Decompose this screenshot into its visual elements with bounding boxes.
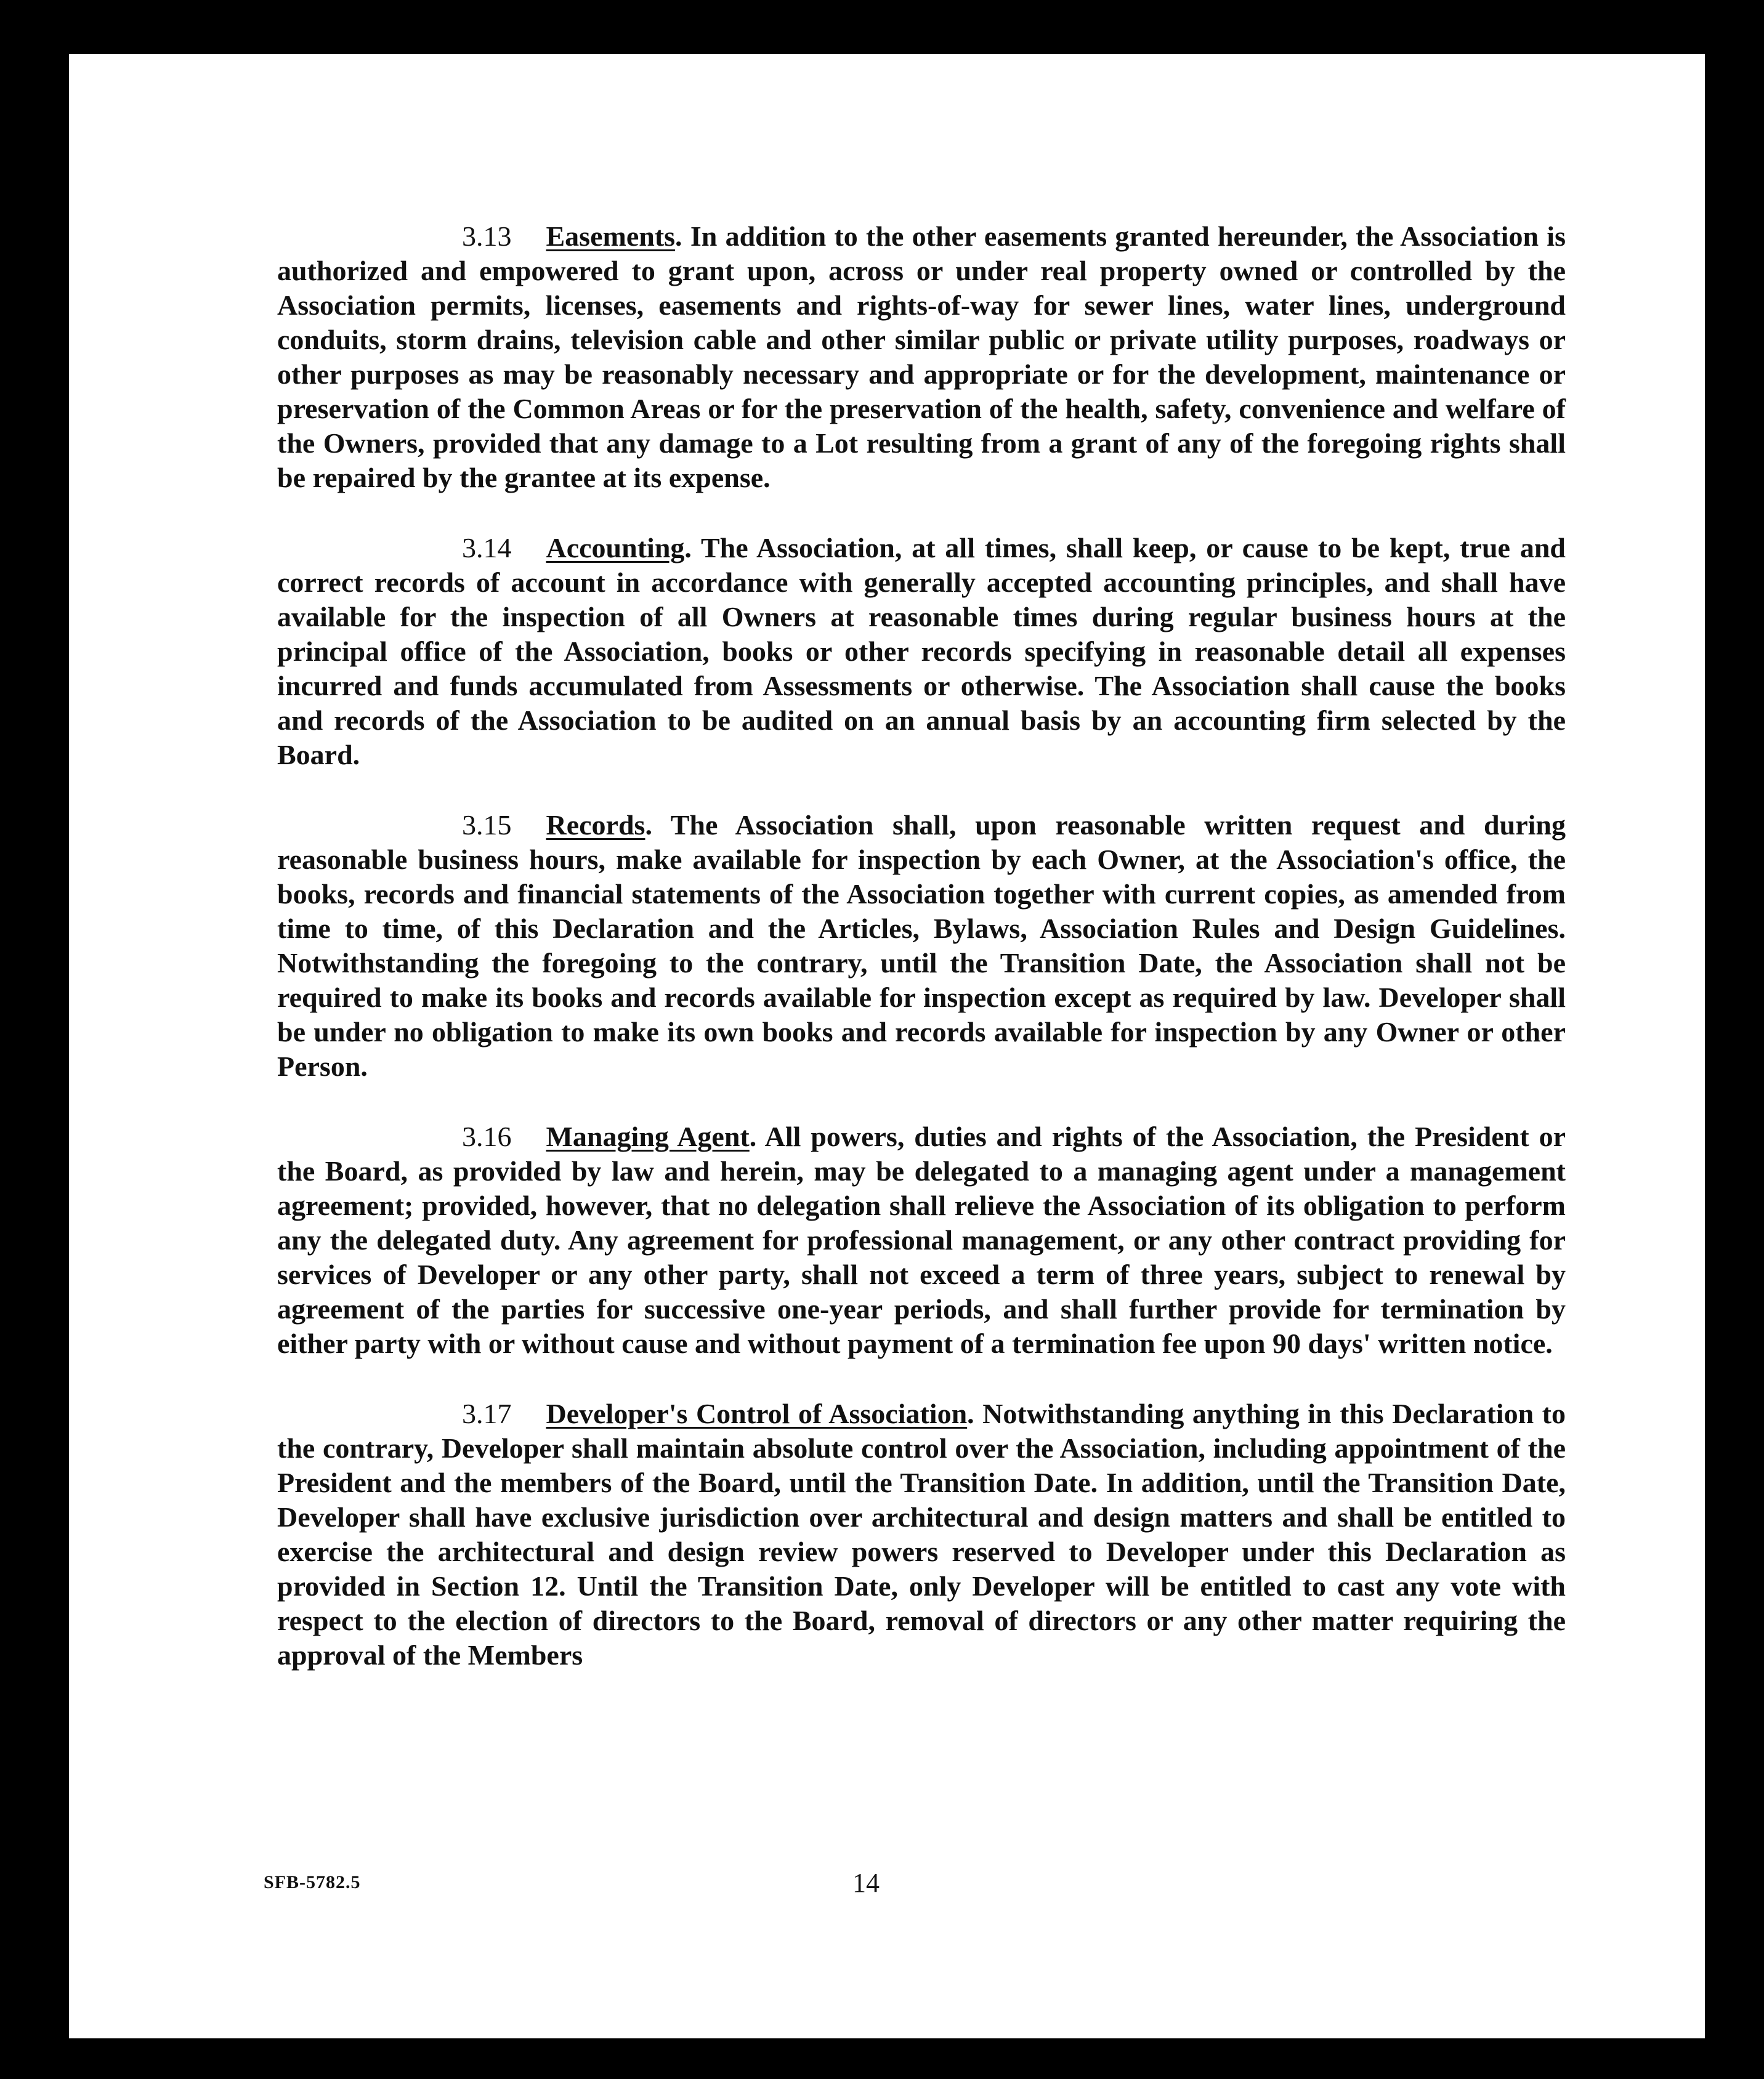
section-number: 3.13 xyxy=(462,220,512,252)
page-number: 14 xyxy=(852,1868,880,1898)
document-body xyxy=(277,219,1566,1673)
footer-document-code: SFB-5782.5 xyxy=(264,1872,361,1892)
section-heading: Accounting xyxy=(546,532,685,563)
document-page xyxy=(69,54,1705,2038)
section-heading: Records xyxy=(546,809,645,841)
section-text: . The Association shall, upon reasonable written request and during reasonable business hours, make available for inspection by each Owner, at the Association's office, the books, records and financial statements of the Association together with current copies, as amended from time to time, of this Declaration and the Articles, Bylaws, Association Rules and Design Guidelines. Notwithstanding the foregoing to the contrary, until the Transition Date, the Association shall not be required to make its books and records available for inspection except as required by law. Developer shall be under no obligation to make its own books and records available for inspection by any Owner or other Person. xyxy=(277,809,1566,1082)
section-text: . All powers, duties and rights of the Association, the President or the Board, as provided by law and herein, may be delegated to a managing agent under a management agreement; provided, however, that no delegation shall relieve the Association of its obligation to perform any the delegated duty. Any agreement for professional management, or any other contract providing for services of Developer or any other party, shall not exceed a term of three years, subject to renewal by agreement of the parties for successive one-year periods, and shall further provide for termination by either party with or without cause and without payment of a termination fee upon 90 days' written notice. xyxy=(277,1121,1566,1359)
section-text: . In addition to the other easements granted hereunder, the Association is authorized and empowered to grant upon, across or under real property owned or controlled by the Association permits, licenses, easements and rights-of-way for sewer lines, water lines, underground conduits, storm drains, television cable and other similar public or private utility purposes, roadways or other purposes as may be reasonably necessary and appropriate or for the development, maintenance or preservation of the Common Areas or for the preservation of the health, safety, convenience and welfare of the Owners, provided that any damage to a Lot resulting from a grant of any of the foregoing rights shall be repaired by the grantee at its expense. xyxy=(277,220,1566,493)
section-text: . Notwithstanding anything in this Declaration to the contrary, Developer shall maintain absolute control over the Association, including appointment of the President and the members of the Board, until the Transition Date. In addition, until the Transition Date, Developer shall have exclusive jurisdiction over architectural and design matters and shall be entitled to exercise the architectural and design review powers reserved to Developer under this Declaration as provided in Section 12. Until the Transition Date, only Developer will be entitled to cast any vote with respect to the election of directors to the Board, removal of directors or any other matter requiring the approval of the Members xyxy=(277,1398,1566,1671)
section-3-17 xyxy=(277,1397,1566,1673)
section-text: . The Association, at all times, shall keep, or cause to be kept, true and correct records of account in accordance with generally accepted accounting principles, and shall have available for the inspection of all Owners at reasonable times during regular business hours at the principal office of the Association, books or other records specifying in reasonable detail all expenses incurred and funds accumulated from Assessments or otherwise. The Association shall cause the books and records of the Association to be audited on an annual basis by an accounting firm selected by the Board. xyxy=(277,532,1566,770)
section-heading: Managing Agent xyxy=(546,1121,750,1152)
section-number: 3.15 xyxy=(462,809,512,841)
section-3-14 xyxy=(277,531,1566,772)
section-heading: Easements xyxy=(546,220,676,252)
section-3-16 xyxy=(277,1120,1566,1361)
section-number: 3.16 xyxy=(462,1121,512,1152)
section-3-13 xyxy=(277,219,1566,495)
section-heading: Developer's Control of Association xyxy=(546,1398,968,1429)
section-number: 3.17 xyxy=(462,1398,512,1429)
section-3-15 xyxy=(277,808,1566,1084)
section-number: 3.14 xyxy=(462,532,512,563)
